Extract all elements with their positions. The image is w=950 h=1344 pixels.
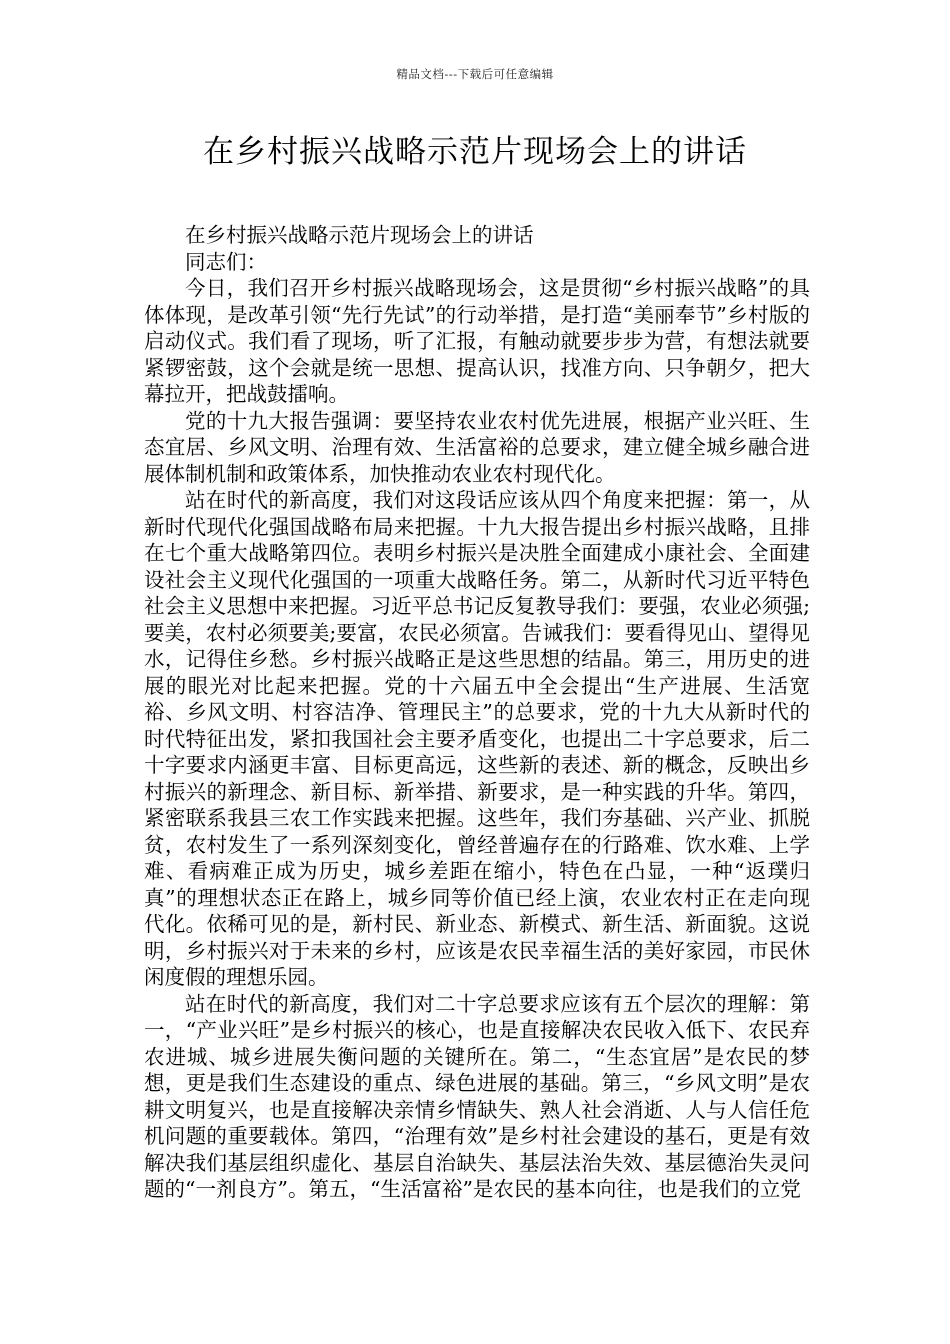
- header-note: 精品文档---下载后可任意编辑: [396, 67, 554, 81]
- paragraph: 站在时代的新高度，我们对这段话应该从四个角度来把握：第一，从新时代现代化强国战略布局来把握。十九大报告提出乡村振兴战略，且排在七个重大战略第四位。表明乡村振兴是决胜全面建成小康社会、全面建设社会主义现代化强国的一项重大战略任务。第二，从新时代习近平特色社会主义思想中来把握。习近平总书记反复教导我们：要强，农业必须强;要美，农村必须要美;要富，农民必须富。告诫我们：要看得见山、望得见水，记得住乡愁。乡村振兴战略正是这些思想的结晶。第三，用历史的进展的眼光对比起来把握。党的十六届五中全会提出“生产进展、生活宽裕、乡风文明、村容洁净、管理民主”的总要求，党的十九大从新时代的时代特征出发，紧扣我国社会主要矛盾变化，也提出二十字总要求，后二十字要求内涵更丰富、目标更高远，这些新的表述、新的概念，反映出乡村振兴的新理念、新目标、新举措、新要求，是一种实践的升华。第四，紧密联系我县三农工作实践来把握。这些年，我们夯基础、兴产业、抓脱贫，农村发生了一系列深刻变化，曾经普遍存在的行路难、饮水难、上学难、看病难正成为历史，城乡差距在缩小，特色在凸显，一种“返璞归真”的理想状态正在路上，城乡同等价值已经上演，农业农村正在走向现代化。依稀可见的是，新村民、新业态、新模式、新生活、新面貌。这说明，乡村振兴对于未来的乡村，应该是农民幸福生活的美好家园，市民休闲度假的理想乐园。: [144, 488, 810, 989]
- salutation: 同志们：: [185, 249, 267, 274]
- body-subtitle: 在乡村振兴战略示范片现场会上的讲话: [185, 223, 534, 247]
- paragraph: 站在时代的新高度，我们对二十字总要求应该有五个层次的理解：第一，“产业兴旺”是乡村振兴的核心，也是直接解决农民收入低下、农民弃农进城、城乡进展失衡问题的关键所在。第二，“生态宜居”是农民的梦想，更是我们生态建设的重点、绿色进展的基础。第三，“乡风文明”是农耕文明复兴，也是直接解决亲情乡情缺失、熟人社会消逝、人与人信任危机问题的重要载体。第四，“治理有效”是乡村社会建设的基石，更是有效解决我们基层组织虚化、基层自治缺失、基层法治失效、基层德治失灵问题的“一剂良方”。第五，“生活富裕”是农民的基本向往，也是我们的立党: [144, 991, 810, 1201]
- paragraph: 党的十九大报告强调：要坚持农业农村优先进展，根据产业兴旺、生态宜居、乡风文明、治理有效、生活富裕的总要求，建立健全城乡融合进展体制机制和政策体系，加快推动农业农村现代化。: [144, 408, 810, 486]
- document-body: [144, 222, 810, 1203]
- document-title: 在乡村振兴战略示范片现场会上的讲话: [203, 134, 747, 170]
- paragraph: 今日，我们召开乡村振兴战略现场会，这是贯彻“乡村振兴战略”的具体体现，是改革引领“先行先试”的行动举措，是打造“美丽奉节”乡村版的启动仪式。我们看了现场，听了汇报，有触动就要步步为营，有想法就要紧锣密鼓，这个会就是统一思想、提高认识，找准方向、只争朝夕，把大幕拉开，把战鼓擂响。: [144, 276, 810, 406]
